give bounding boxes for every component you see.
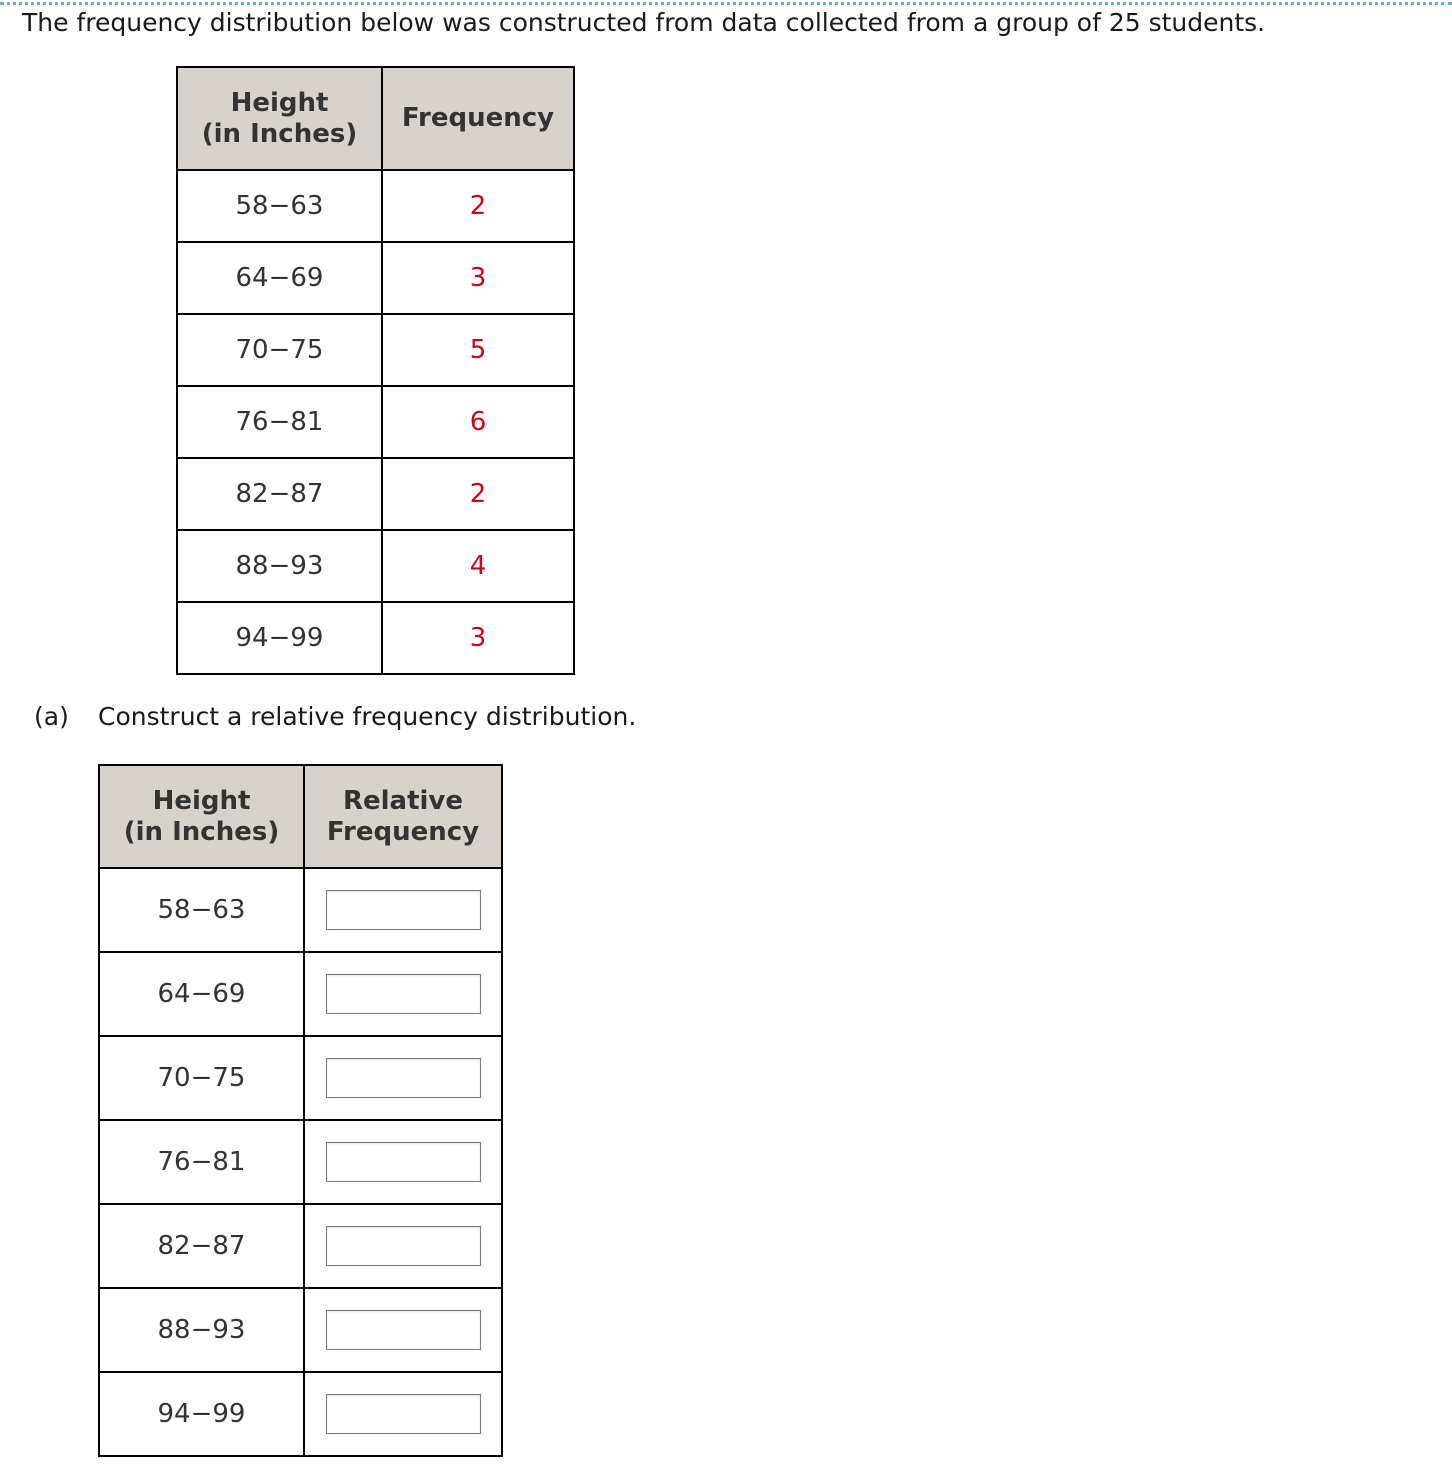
frequency-cell: 3 bbox=[382, 602, 574, 674]
top-dotted-divider bbox=[0, 2, 1452, 5]
table-row bbox=[99, 952, 502, 1036]
table-row bbox=[177, 314, 574, 386]
part-a-text: Construct a relative frequency distribution. bbox=[98, 702, 637, 731]
frequency-cell: 2 bbox=[382, 170, 574, 242]
table-row bbox=[99, 1204, 502, 1288]
height-range-cell: 64−69 bbox=[177, 242, 382, 314]
table-row bbox=[99, 1288, 502, 1372]
height-column-header: Height (in Inches) bbox=[177, 67, 382, 170]
table-row bbox=[177, 170, 574, 242]
answer-cell bbox=[304, 952, 502, 1036]
relative-frequency-input-76-81[interactable] bbox=[326, 1142, 481, 1182]
relative-frequency-input-88-93[interactable] bbox=[326, 1310, 481, 1350]
relative-frequency-input-82-87[interactable] bbox=[326, 1226, 481, 1266]
question-intro: The frequency distribution below was constructed from data collected from a group of 25 students. bbox=[22, 8, 1266, 37]
table-row bbox=[177, 530, 574, 602]
height-range-cell: 82−87 bbox=[99, 1204, 304, 1288]
height-range-cell: 82−87 bbox=[177, 458, 382, 530]
part-a-prompt bbox=[34, 700, 636, 734]
table-row bbox=[177, 242, 574, 314]
height-range-cell: 76−81 bbox=[177, 386, 382, 458]
height-range-cell: 76−81 bbox=[99, 1120, 304, 1204]
answer-cell bbox=[304, 1204, 502, 1288]
relative-frequency-table bbox=[98, 764, 503, 1457]
table-row bbox=[177, 386, 574, 458]
table-row bbox=[99, 1036, 502, 1120]
part-a-label: (a) bbox=[34, 702, 69, 731]
height-range-cell: 94−99 bbox=[99, 1372, 304, 1456]
frequency-cell: 3 bbox=[382, 242, 574, 314]
frequency-cell: 4 bbox=[382, 530, 574, 602]
frequency-column-header: Frequency bbox=[382, 67, 574, 170]
height-range-cell: 88−93 bbox=[99, 1288, 304, 1372]
table-row bbox=[99, 868, 502, 952]
answer-cell bbox=[304, 1372, 502, 1456]
table-row bbox=[99, 1120, 502, 1204]
frequency-cell: 6 bbox=[382, 386, 574, 458]
frequency-distribution-table bbox=[176, 66, 575, 675]
height-range-cell: 58−63 bbox=[177, 170, 382, 242]
height-range-cell: 70−75 bbox=[99, 1036, 304, 1120]
table-row bbox=[177, 458, 574, 530]
relative-frequency-column-header: Relative Frequency bbox=[304, 765, 502, 868]
relative-frequency-input-70-75[interactable] bbox=[326, 1058, 481, 1098]
table-row bbox=[99, 1372, 502, 1456]
height-range-cell: 94−99 bbox=[177, 602, 382, 674]
relative-frequency-input-58-63[interactable] bbox=[326, 890, 481, 930]
relative-frequency-input-94-99[interactable] bbox=[326, 1394, 481, 1434]
answer-cell bbox=[304, 1036, 502, 1120]
table-header-row bbox=[99, 765, 502, 868]
height-range-cell: 58−63 bbox=[99, 868, 304, 952]
height-column-header: Height (in Inches) bbox=[99, 765, 304, 868]
table-header-row bbox=[177, 67, 574, 170]
answer-cell bbox=[304, 868, 502, 952]
answer-cell bbox=[304, 1120, 502, 1204]
height-range-cell: 88−93 bbox=[177, 530, 382, 602]
answer-cell bbox=[304, 1288, 502, 1372]
frequency-cell: 5 bbox=[382, 314, 574, 386]
table-row bbox=[177, 602, 574, 674]
frequency-cell: 2 bbox=[382, 458, 574, 530]
relative-frequency-input-64-69[interactable] bbox=[326, 974, 481, 1014]
height-range-cell: 70−75 bbox=[177, 314, 382, 386]
height-range-cell: 64−69 bbox=[99, 952, 304, 1036]
